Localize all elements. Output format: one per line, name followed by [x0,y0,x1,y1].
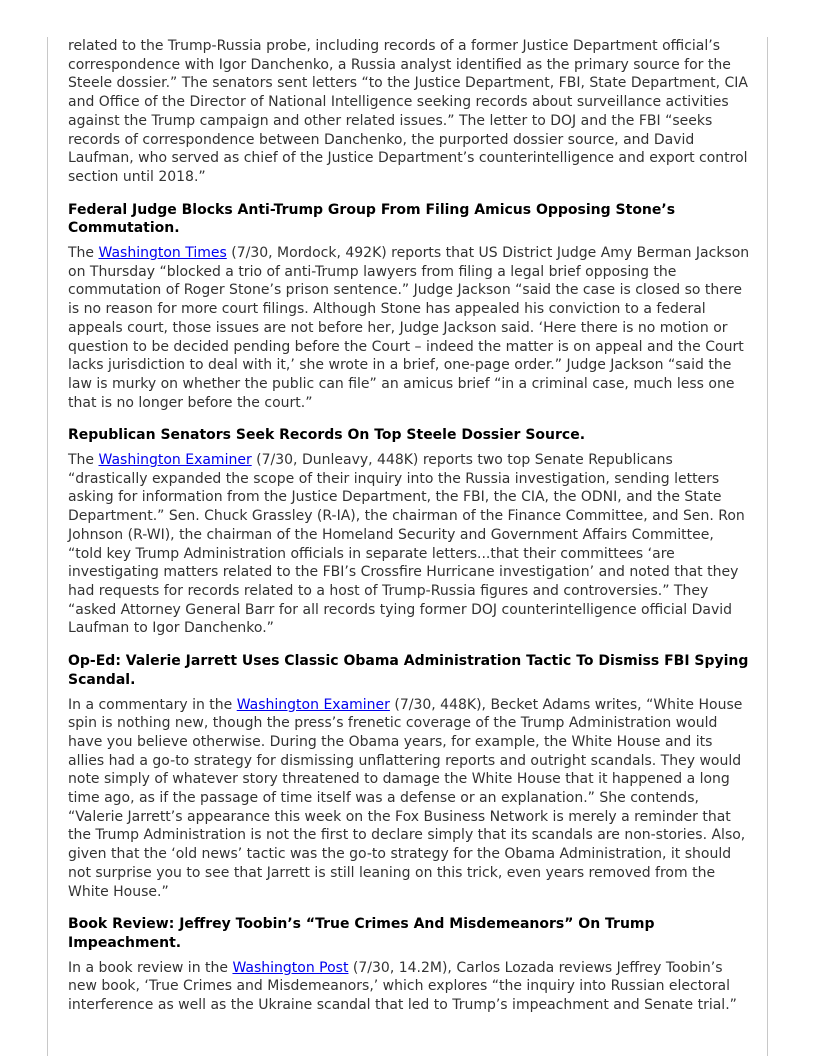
source-link-washington-examiner[interactable]: Washington Examiner [98,452,252,469]
source-link-washington-examiner[interactable]: Washington Examiner [236,696,390,713]
article-lead: In a book review in the [68,959,233,976]
document-body [68,37,750,1015]
article-lead: In a commentary in the [68,696,237,713]
article-text: (7/30, Mordock, 492K) reports that US District Judge Amy Berman Jackson on Thursday “blocked a trio of anti-Trump lawyers from filing a legal brief opposing the commutation of Roger Stone’s prison sentence.” Judge Jackson “said the case is closed so there is no reason for more court filings. Although Stone has appealed his conviction to a federal appeals court, those issues are not before her, Judge Jackson said. ‘Here there is no motion or question to be decided pending before the Court – indeed the matter is on appeal and the Court lacks jurisdiction to deal with it,’ she wrote in a brief, one-page order.” Judge Jackson “said the law is murky on whether the public can file” an amicus brief “in a criminal case, much less one that is no longer before the court.” [68,245,750,411]
article-continuation [68,37,750,187]
article-lead: The [68,452,99,469]
article-lead: The [68,245,99,262]
article-headline: Federal Judge Blocks Anti-Trump Group From Filing Amicus Opposing Stone’s Commutation. [68,201,676,237]
article-jarrett-op-ed [68,652,750,901]
source-link-washington-post[interactable]: Washington Post [232,959,349,976]
article-body [68,451,750,638]
article-text: (7/30, 14.2M), Carlos Lozada reviews Jeffrey Toobin’s new book, ‘True Crimes and Misdemeanors,’ which explores “the inquiry into Russian electoral interference as well as the Ukraine scandal that led to Trump’s impeachment and Senate trial.” [68,959,737,1014]
article-headline: Republican Senators Seek Records On Top Steele Dossier Source. [68,427,586,444]
source-link-washington-times[interactable]: Washington Times [98,245,227,262]
article-text: (7/30, Dunleavy, 448K) reports two top Senate Republicans “drastically expanded the scope of their inquiry into the Russia investigation, sending letters asking for information from the Justice Department, the FBI, the CIA, the ODNI, and the State Department.” Sen. Chuck Grassley (R-IA), the chairman of the Finance Committee, and Sen. Ron Johnson (R-WI), the chairman of the Homeland Security and Government Affairs Committee, “told key Trump Administration officials in separate letters...that their committees ‘are investigating matters related to the FBI’s Crossfire Hurricane investigation’ and noted that they had requests for records related to a host of Trump-Russia figures and controversies.” They “asked Attorney General Barr for all records tying former DOJ counterintelligence official David Laufman to Igor Danchenko.” [68,452,745,637]
article-body [68,959,750,1015]
article-body [68,244,750,412]
article-senators-records [68,426,750,638]
article-headline: Op-Ed: Valerie Jarrett Uses Classic Obama Administration Tactic To Dismiss FBI Spying Scandal. [68,653,749,688]
intro-paragraph: related to the Trump-Russia probe, including records of a former Justice Department official’s correspondence with Igor Danchenko, a Russia analyst identified as the primary source for the Steele dossier.” The senators sent letters “to the Justice Department, FBI, State Department, CIA and Office of the Director of National Intelligence seeking records about surveillance activities against the Trump campaign and other related issues.” The letter to DOJ and the FBI “seeks records of correspondence between Danchenko, the purported dossier source, and David Laufman, who served as chief of the Justice Department’s counterintelligence and export control section until 2018.” [68,38,748,185]
article-body [68,696,750,902]
article-toobin-book-review [68,915,750,1015]
article-headline: Book Review: Jeffrey Toobin’s “True Crimes And Misdemeanors” On Trump Impeachment. [68,916,655,951]
article-stone-amicus [68,201,750,413]
article-text: (7/30, 448K), Becket Adams writes, “White House spin is nothing new, though the press’s frenetic coverage of the Trump Administration would have you believe otherwise. During the Obama years, for example, the White House and its allies had a go-to strategy for dismissing unflattering reports and outright scandals. They would note simply of whatever story threatened to damage the White House that it happened a long time ago, as if the passage of time itself was a defense or an explanation.” She contends, “Valerie Jarrett’s appearance this week on the Fox Business Network is merely a reminder that the Trump Administration is not the first to declare simply that its scandals are non-stories. Also, given that the ‘old news’ tactic was the go-to strategy for the Obama Administration, it should not surprise you to see that Jarrett is still leaning on this trick, even years removed from the White House.” [68,696,746,900]
